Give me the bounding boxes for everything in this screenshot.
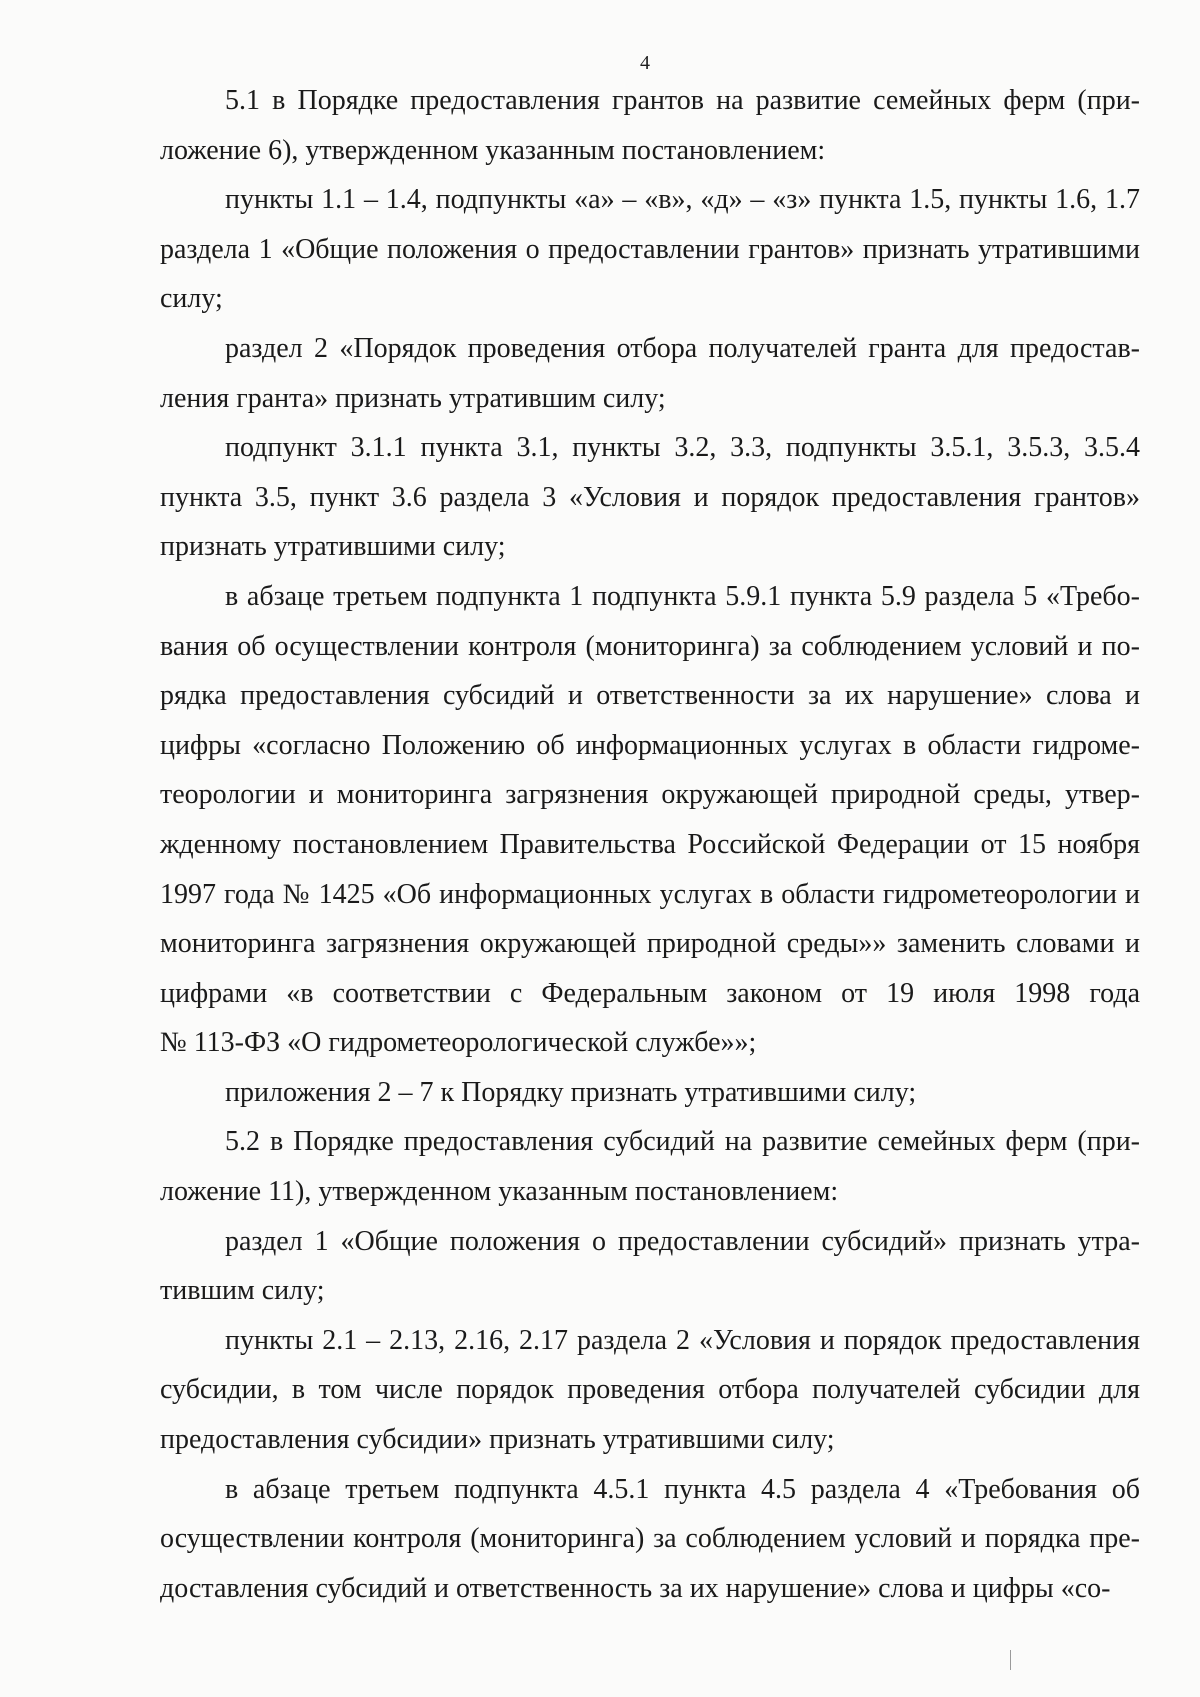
text-line: 5.1 в Порядке предоставления грантов на развитие семейных ферм (при- (225, 85, 1140, 116)
text-line: в абзаце третьем подпункта 1 подпункта 5.9.1 пункта 5.9 раздела 5 «Требо- (225, 580, 1140, 612)
text-line: в абзаце третьем подпункта 4.5.1 пункта 4.5 раздела 4 «Требования об (225, 1473, 1140, 1505)
text-line: признать утратившими силу; (160, 531, 506, 563)
text-line: вания об осуществлении контроля (мониторинга) за соблюдением условий и по- (160, 630, 1140, 662)
text-line: ложение 6), утвержденном указанным постановлением: (160, 134, 826, 166)
text-line: пункта 3.5, пункт 3.6 раздела 3 «Условия и порядок предоставления грантов» (160, 481, 1140, 513)
text-line: доставления субсидий и ответственность за их нарушение» слова и цифры «со- (160, 1572, 1111, 1604)
paragraph (160, 76, 1140, 175)
text-line: жденному постановлением Правительства Российской Федерации от 15 ноября (160, 828, 1140, 860)
text-line: рядка предоставления субсидий и ответственности за их нарушение» слова и (160, 680, 1140, 712)
text-line: пункты 2.1 – 2.13, 2.16, 2.17 раздела 2 «Условия и порядок предоставления (225, 1324, 1140, 1356)
page-number: 4 (640, 52, 650, 74)
text-line: ложение 11), утвержденном указанным постановлением: (160, 1176, 839, 1208)
text-line: тившим силу; (160, 1275, 325, 1307)
paragraph (160, 1068, 1140, 1118)
paragraph (160, 572, 1140, 1068)
text-line: теорологии и мониторинга загрязнения окружающей природной среды, утвер- (160, 779, 1140, 811)
text-line: приложения 2 – 7 к Порядку признать утратившими силу; (225, 1076, 917, 1108)
text-line: цифры «согласно Положению об информационных услугах в области гидроме- (160, 729, 1140, 761)
document-body (160, 76, 1140, 1613)
paragraph (160, 1465, 1140, 1614)
text-line: подпункт 3.1.1 пункта 3.1, пункты 3.2, 3.3, подпункты 3.5.1, 3.5.3, 3.5.4 (225, 432, 1140, 464)
text-line: субсидии, в том числе порядок проведения отбора получателей субсидии для (160, 1374, 1140, 1406)
text-line: № 113-ФЗ «О гидрометеорологической службе»»; (160, 1027, 757, 1059)
text-line: 5.2 в Порядке предоставления субсидий на развитие семейных ферм (при- (225, 1126, 1140, 1158)
text-line: раздела 1 «Общие положения о предоставлении грантов» признать утратившими (160, 233, 1140, 265)
text-line: раздел 1 «Общие положения о предоставлении субсидий» признать утра- (225, 1225, 1140, 1257)
text-line: мониторинга загрязнения окружающей природной среды»» заменить словами и (160, 928, 1140, 960)
paragraph (160, 1217, 1140, 1316)
text-line: предоставления субсидии» признать утратившими силу; (160, 1424, 835, 1456)
paragraph (160, 1316, 1140, 1465)
paragraph (160, 175, 1140, 324)
scan-artifact (1010, 1650, 1011, 1670)
text-line: цифрами «в соответствии с Федеральным законом от 19 июля 1998 года (160, 977, 1140, 1009)
text-line: раздел 2 «Порядок проведения отбора получателей гранта для предостав- (225, 332, 1140, 364)
text-line: силу; (160, 283, 223, 315)
text-line: ления гранта» признать утратившим силу; (160, 382, 666, 414)
text-line: осуществлении контроля (мониторинга) за соблюдением условий и порядка пре- (160, 1523, 1140, 1555)
paragraph (160, 324, 1140, 423)
paragraph (160, 1117, 1140, 1216)
text-line: пункты 1.1 – 1.4, подпункты «а» – «в», «д» – «з» пункта 1.5, пункты 1.6, 1.7 (225, 184, 1140, 216)
text-line: 1997 года № 1425 «Об информационных услугах в области гидрометеорологии и (160, 878, 1140, 910)
paragraph (160, 423, 1140, 572)
